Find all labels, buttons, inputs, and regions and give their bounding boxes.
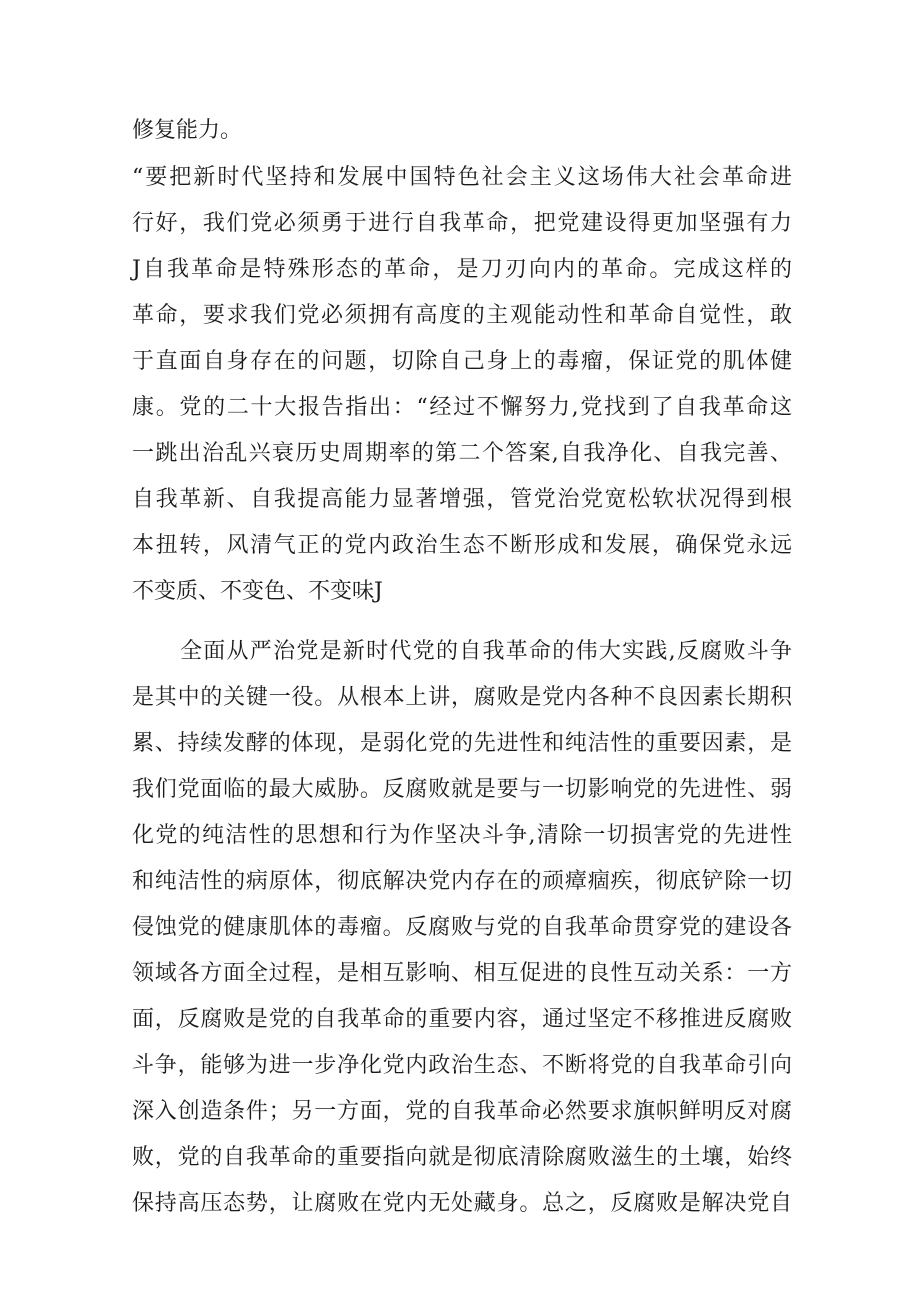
text-line: 全面从严治党是新时代党的自我革命的伟大实践,反腐败斗争 bbox=[180, 639, 792, 664]
text-line: 是其中的关键一役。从根本上讲，腐败是党内各种不良因素长期积 bbox=[132, 685, 792, 710]
text-line: 修复能力。 bbox=[132, 118, 243, 143]
text-line: J自我革命是特殊形态的革命，是刀刃向内的革命。完成这样的 bbox=[132, 257, 792, 282]
text-line: 面，反腐败是党的自我革命的重要内容，通过坚定不移推进反腐败 bbox=[132, 1007, 792, 1032]
text-line: 斗争，能够为进一步净化党内政治生态、不断将党的自我革命引向 bbox=[132, 1053, 792, 1078]
text-line: 康。党的二十大报告指出：“经过不懈努力,党找到了自我革命这 bbox=[132, 395, 792, 420]
text-line: 一跳出治乱兴衰历史周期率的第二个答案,自我净化、自我完善、 bbox=[132, 441, 792, 466]
text-line: 于直面自身存在的问题，切除自己身上的毒瘤，保证党的肌体健 bbox=[132, 349, 792, 374]
text-line: 我们党面临的最大威胁。反腐败就是要与一切影响党的先进性、弱 bbox=[132, 777, 792, 802]
text-line: 累、持续发酵的体现，是弱化党的先进性和纯洁性的重要因素，是 bbox=[132, 731, 792, 756]
text-line: 保持高压态势，让腐败在党内无处藏身。总之，反腐败是解决党自 bbox=[132, 1191, 792, 1216]
text-line: 侵蚀党的健康肌体的毒瘤。反腐败与党的自我革命贯穿党的建设各 bbox=[132, 915, 792, 940]
text-line: 行好，我们党必须勇于进行自我革命，把党建设得更加坚强有力 bbox=[132, 211, 792, 236]
text-line: 和纯洁性的病原体，彻底解决党内存在的顽瘴痼疾，彻底铲除一切 bbox=[132, 869, 792, 894]
text-line: 不变质、不变色、不变味J bbox=[132, 579, 383, 604]
text-line: “要把新时代坚持和发展中国特色社会主义这场伟大社会革命进 bbox=[132, 165, 792, 190]
text-line: 败，党的自我革命的重要指向就是彻底清除腐败滋生的土壤，始终 bbox=[132, 1145, 792, 1170]
text-line: 领域各方面全过程，是相互影响、相互促进的良性互动关系：一方 bbox=[132, 961, 792, 986]
text-line: 革命，要求我们党必须拥有高度的主观能动性和革命自觉性，敢 bbox=[132, 303, 792, 328]
text-line: 深入创造条件；另一方面，党的自我革命必然要求旗帜鲜明反对腐 bbox=[132, 1099, 792, 1124]
text-line: 化党的纯洁性的思想和行为作坚决斗争,清除一切损害党的先进性 bbox=[132, 823, 792, 848]
text-line: 自我革新、自我提高能力显著增强，管党治党宽松软状况得到根 bbox=[132, 487, 792, 512]
text-line: 本扭转，风清气正的党内政治生态不断形成和发展，确保党永远 bbox=[132, 533, 792, 558]
